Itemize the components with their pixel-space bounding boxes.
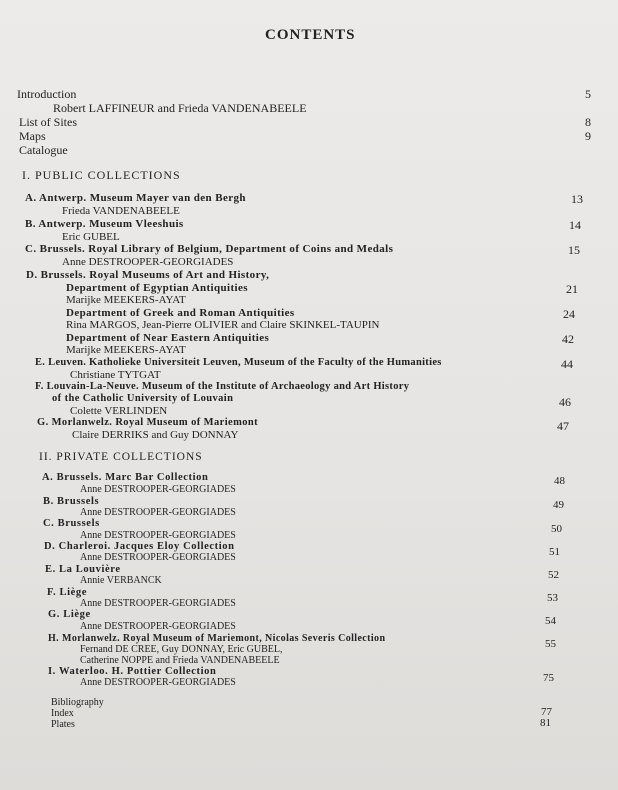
toc-entry: D. Brussels. Royal Museums of Art and History, — [26, 269, 270, 281]
toc-author: Annie VERBANCK — [80, 575, 162, 586]
toc-entry: E. Leuven. Katholieke Universiteit Leuven, Museum of the Faculty of the Humanities — [35, 357, 442, 368]
toc-entry: A. Brussels. Marc Bar Collection — [42, 472, 209, 483]
toc-author: Fernand DE CREE, Guy DONNAY, Eric GUBEL, — [80, 644, 283, 655]
toc-entry: B. Brussels — [43, 496, 100, 507]
toc-page-number: 47 — [557, 419, 569, 433]
toc-page-number: 54 — [545, 615, 556, 627]
toc-author: Anne DESTROOPER-GEORGIADES — [80, 621, 236, 632]
toc-page-number: 75 — [543, 672, 554, 684]
section-heading: I. PUBLIC COLLECTIONS — [22, 168, 181, 182]
toc-page-number: 44 — [561, 357, 573, 371]
toc-author: Rina MARGOS, Jean-Pierre OLIVIER and Claire SKINKEL-TAUPIN — [66, 319, 380, 331]
toc-author: Anne DESTROOPER-GEORGIADES — [80, 598, 236, 609]
toc-entry-catalogue: Catalogue — [19, 143, 68, 157]
toc-author: Marijke MEEKERS-AYAT — [66, 294, 186, 306]
toc-author: Anne DESTROOPER-GEORGIADES — [80, 552, 236, 563]
toc-entry-continued: of the Catholic University of Louvain — [52, 393, 234, 404]
toc-page-number: 52 — [548, 569, 559, 581]
toc-entry-bibliography: Bibliography — [51, 697, 104, 708]
toc-page-number: 81 — [540, 717, 551, 729]
page-title: CONTENTS — [265, 27, 356, 43]
toc-page-number: 53 — [547, 592, 558, 604]
toc-entry-maps: Maps — [19, 129, 46, 143]
toc-author: Anne DESTROOPER-GEORGIADES — [80, 530, 236, 541]
toc-author: Anne DESTROOPER-GEORGIADES — [80, 507, 236, 518]
toc-entry: G. Morlanwelz. Royal Museum of Mariemont — [37, 417, 259, 428]
toc-page-number: 9 — [585, 129, 591, 143]
toc-entry: C. Brussels — [43, 518, 100, 529]
toc-entry: C. Brussels. Royal Library of Belgium, Department of Coins and Medals — [25, 243, 394, 255]
toc-page-number: 13 — [571, 192, 583, 206]
toc-entry: E. La Louvière — [45, 564, 121, 575]
toc-page-number: 24 — [563, 307, 575, 321]
toc-author: Anne DESTROOPER-GEORGIADES — [62, 256, 234, 268]
toc-author: Robert LAFFINEUR and Frieda VANDENABEELE — [53, 101, 307, 115]
toc-entry: A. Antwerp. Museum Mayer van den Bergh — [25, 192, 246, 204]
toc-page-number: 15 — [568, 243, 580, 257]
toc-page-number: 14 — [569, 218, 581, 232]
toc-author: Catherine NOPPE and Frieda VANDENABEELE — [80, 655, 280, 666]
toc-entry: B. Antwerp. Museum Vleeshuis — [25, 218, 184, 230]
toc-author: Colette VERLINDEN — [70, 405, 168, 417]
toc-subentry: Department of Near Eastern Antiquities — [66, 332, 270, 344]
toc-entry-introduction: Introduction — [17, 87, 77, 101]
toc-page-number: 51 — [549, 546, 560, 558]
toc-subentry: Department of Egyptian Antiquities — [66, 282, 248, 294]
toc-page-number: 50 — [551, 523, 562, 535]
toc-page-number: 55 — [545, 638, 556, 650]
toc-page-number: 48 — [554, 475, 565, 487]
toc-page-number: 46 — [559, 395, 571, 409]
toc-page-number: 8 — [585, 115, 591, 129]
toc-page-number: 21 — [566, 282, 578, 296]
toc-entry-index: Index — [51, 708, 74, 719]
toc-author: Frieda VANDENABEELE — [62, 205, 180, 217]
section-heading: II. PRIVATE COLLECTIONS — [39, 451, 203, 463]
toc-author: Christiane TYTGAT — [70, 369, 161, 381]
toc-entry-plates: Plates — [51, 719, 75, 730]
toc-page-number: 49 — [553, 499, 564, 511]
toc-entry-list-of-sites: List of Sites — [19, 115, 78, 129]
toc-author: Marijke MEEKERS-AYAT — [66, 344, 186, 356]
toc-entry: F. Liège — [47, 587, 87, 598]
toc-author: Anne DESTROOPER-GEORGIADES — [80, 677, 236, 688]
toc-entry: G. Liège — [48, 609, 91, 620]
toc-author: Eric GUBEL — [62, 231, 120, 243]
toc-author: Claire DERRIKS and Guy DONNAY — [72, 429, 239, 441]
toc-entry: I. Waterloo. H. Pottier Collection — [48, 666, 217, 677]
toc-page-number: 77 — [541, 706, 552, 718]
toc-author: Anne DESTROOPER-GEORGIADES — [80, 484, 236, 495]
toc-page-number: 5 — [585, 87, 591, 101]
toc-page-number: 42 — [562, 332, 574, 346]
toc-entry: H. Morlanwelz. Royal Museum of Mariemont, Nicolas Severis Collection — [48, 633, 386, 644]
toc-entry: D. Charleroi. Jacques Eloy Collection — [44, 541, 235, 552]
toc-subentry: Department of Greek and Roman Antiquities — [66, 307, 295, 319]
toc-entry: F. Louvain-La-Neuve. Museum of the Institute of Archaeology and Art History — [35, 381, 410, 392]
